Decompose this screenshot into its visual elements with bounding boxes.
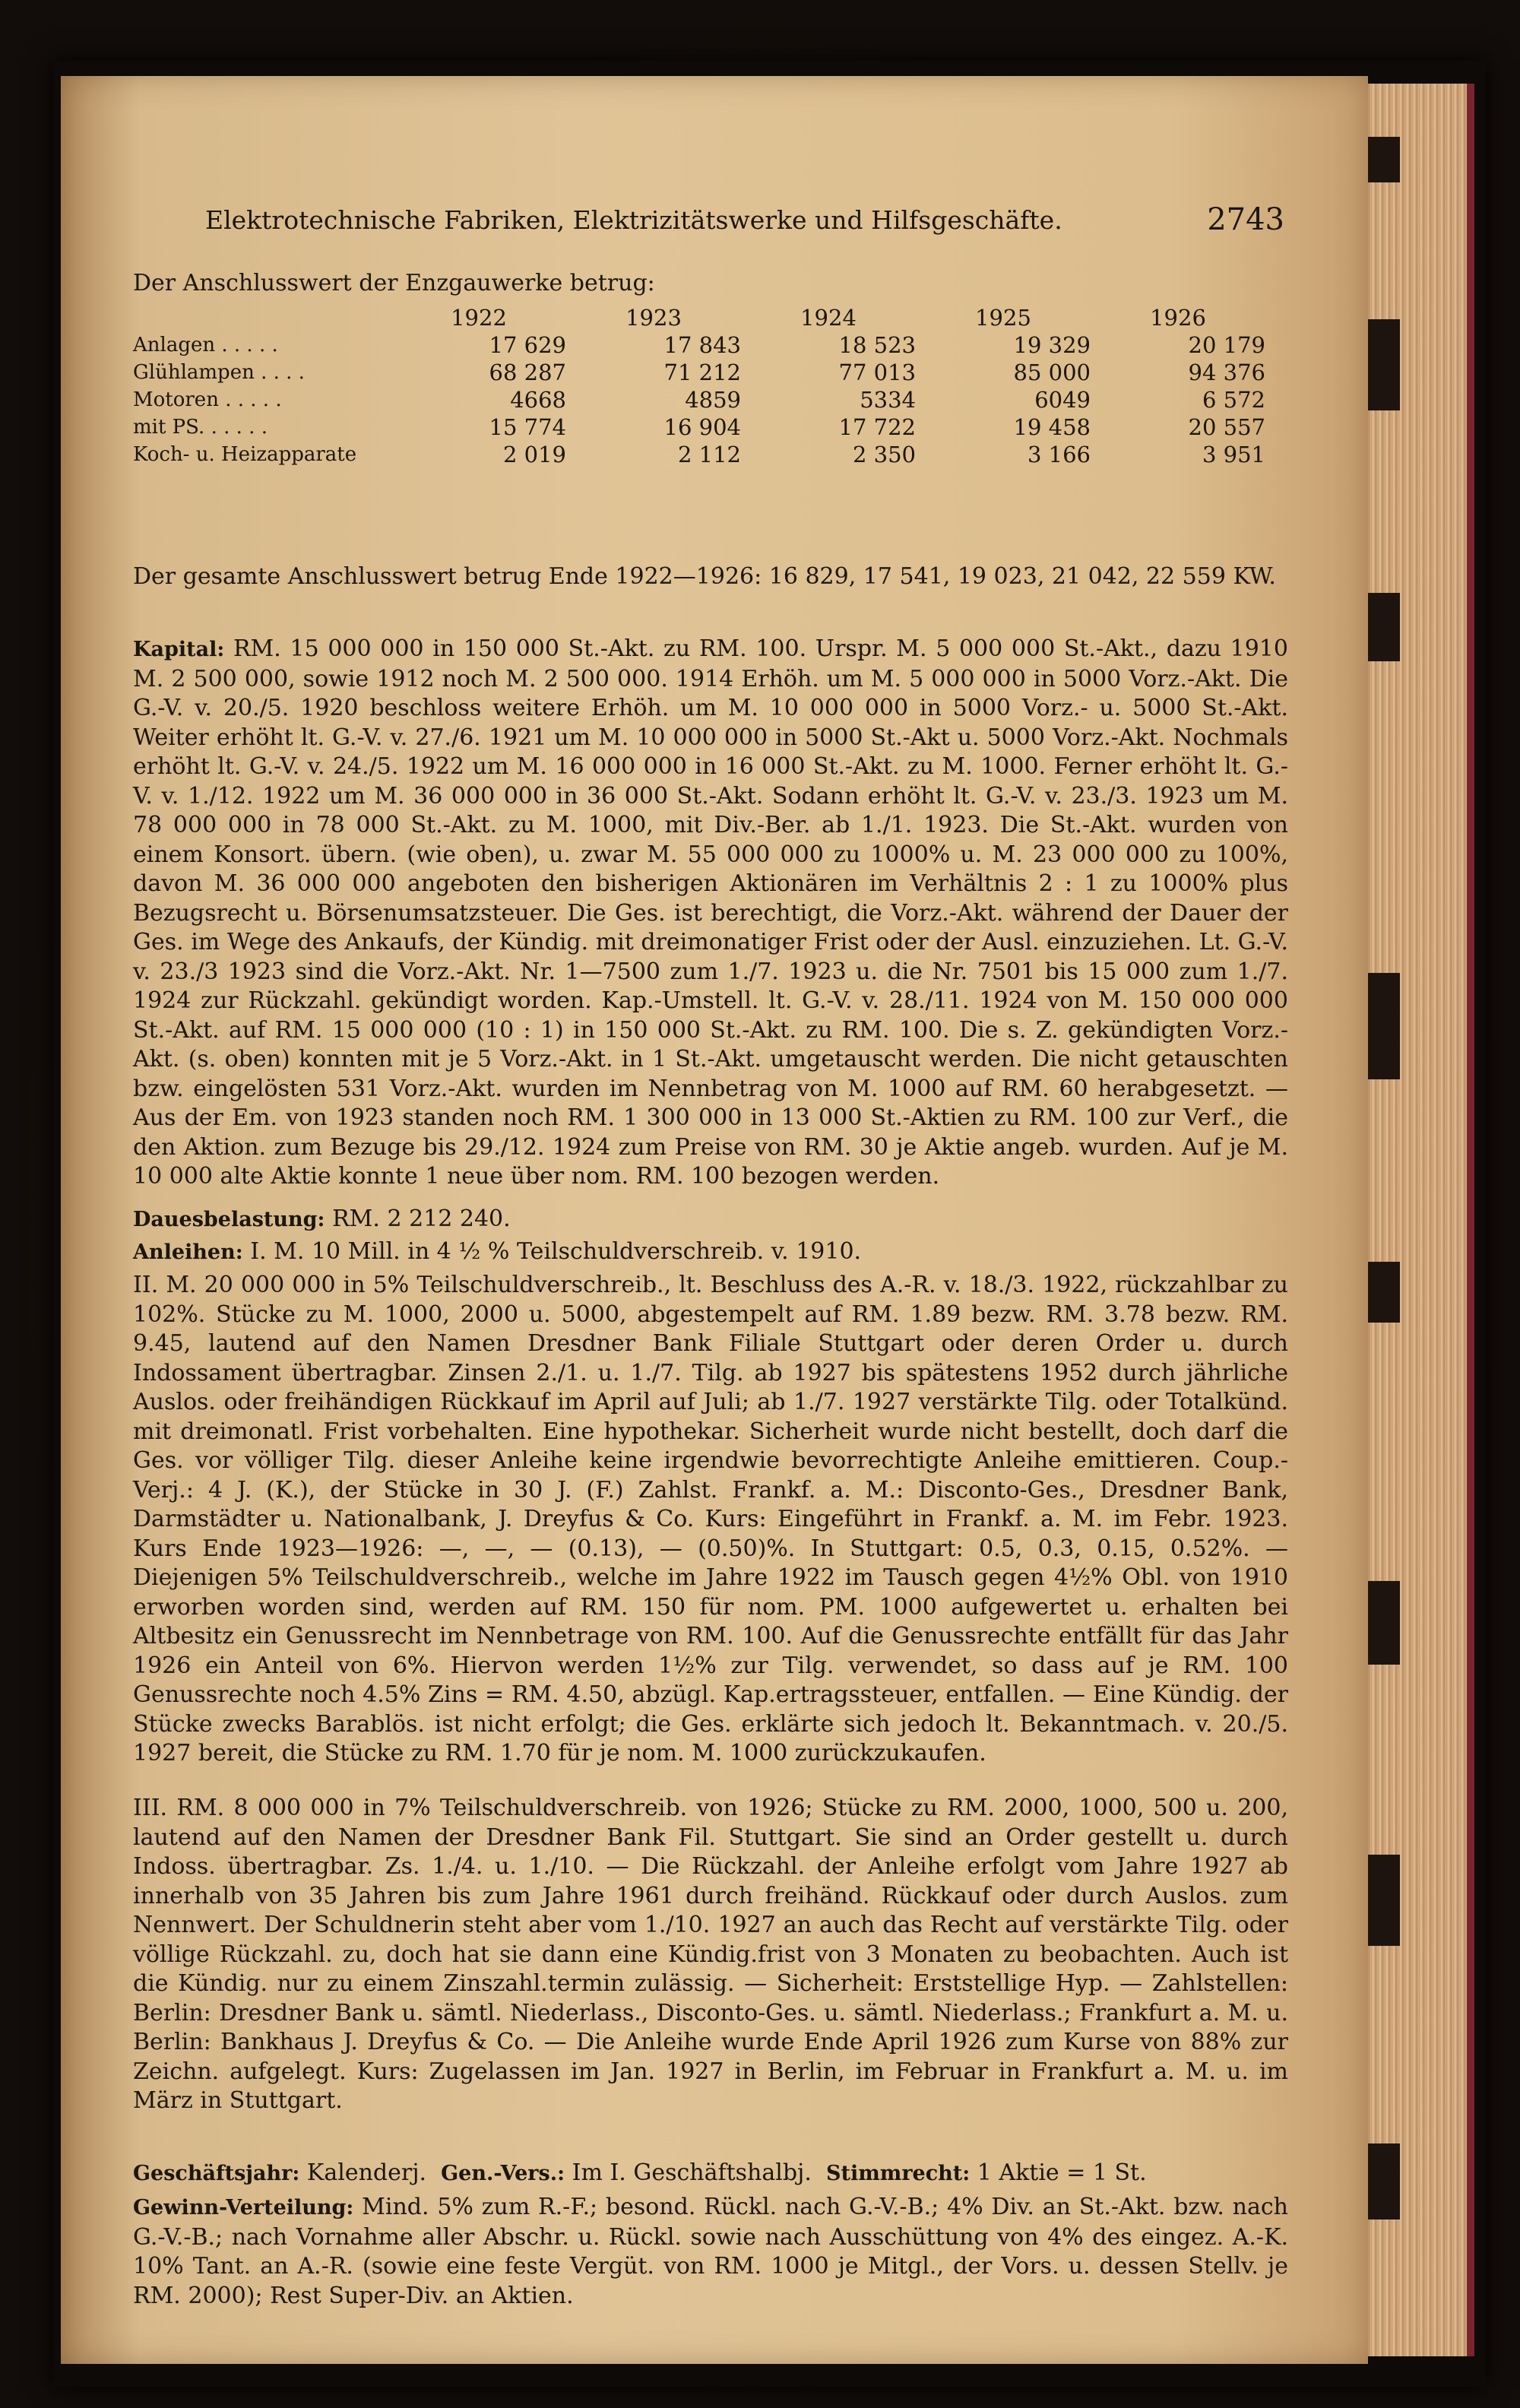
year-header: 1923	[625, 305, 682, 331]
row-label: Koch- u. Heizapparate	[133, 443, 357, 466]
stimm-text: 1 Aktie = 1 St.	[977, 2159, 1147, 2186]
table-row	[133, 441, 1265, 468]
header-title: Elektrotechnische Fabriken, Elektrizitätswerke und Hilfsgeschäfte.	[205, 205, 1062, 235]
gj-text: Kalenderj.	[306, 2159, 427, 2186]
table-cell: 4668	[510, 387, 566, 413]
year-header: 1922	[451, 305, 507, 331]
table-cell: 85 000	[1013, 360, 1091, 385]
anschluss-total: Der gesamte Anschlusswert betrug Ende 1922—1926: 16 829, 17 541, 19 023, 21 042, 22 559 KW.	[133, 563, 1276, 590]
table-cell: 6049	[1034, 387, 1091, 413]
gj-label: Geschäftsjahr:	[133, 2162, 300, 2185]
gv-label: Gen.-Vers.:	[441, 2162, 565, 2185]
table-cell: 4859	[685, 387, 741, 413]
row-label: mit PS. . . . . .	[133, 416, 268, 439]
table-cell: 94 376	[1188, 360, 1265, 385]
thumb-tab	[1368, 1262, 1400, 1323]
table-cell: 3 951	[1202, 442, 1265, 467]
table-cell: 19 458	[1013, 414, 1091, 440]
year-header: 1925	[975, 305, 1031, 331]
table-cell: 15 774	[489, 414, 566, 440]
anleihen-iii: III. RM. 8 000 000 in 7% Teilschuldverschreib. von 1926; Stücke zu RM. 2000, 1000, 500 u. 200, lautend auf den Namen der Dresdner Bank Fil. Stuttgart. Sie sind an Order gestellt u. durch Indoss. übertragbar. Zs. 1./4. u. 1./10. — Die Rückzahl. der Anleihe erfolgt vom Jahre 1927 ab innerhalb von 35 Jahren bis zum Jahre 1961 durch freihänd. Rückkauf oder durch Auslos. zum Nennwert. Der Schuldnerin steht aber vom 1./10. 1927 an auch das Recht auf verstärkte Tilg. oder völlige Rückzahl. zu, doch hat sie dann eine Kündig.frist von 3 Monaten zu beobachten. Auch ist die Kündig. nur zu einem Zinszahl.termin zulässig. — Sicherheit: Erststellige Hyp. — Zahlstellen: Berlin: Dresdner Bank u. sämtl. Niederlass., Disconto-Ges. u. sämtl. Niederlass.; Frankfurt a. M. u. Berlin: Bankhaus J. Dreyfus & Co. — Die Anleihe wurde Ende April 1926 zum Kurse von 88% zur Zeichn. aufgelegt. Kurs: Zugelassen im Jan. 1927 in Berlin, im Februar in Frankfurt a. M. u. im März in Stuttgart.	[133, 1795, 1288, 2114]
table-cell: 68 287	[489, 360, 566, 385]
thumb-tab	[1368, 1581, 1400, 1665]
gewinn-section	[133, 2193, 1288, 2311]
dauer-section	[133, 1205, 1288, 1235]
gewinn-text: Mind. 5% zum R.-F.; besond. Rückl. nach G.-V.-B.; 4% Div. an St.-Akt. bzw. nach G.-V.-B.; nach Vornahme aller Abschr. u. Rückl. sowie nach Ausschüttung von 4% des eingez. A.-K. 10% Tant. an A.-R. (sowie eine feste Vergüt. von RM. 1000 je Mitgl., der Vors. u. dessen Stellv. je RM. 2000); Rest Super-Div. an Aktien.	[133, 2194, 1288, 2309]
table-cell: 19 329	[1013, 332, 1091, 358]
gj-section	[133, 2159, 1288, 2189]
book-page	[61, 76, 1368, 2364]
table-header-row	[133, 304, 1265, 331]
table-cell: 77 013	[838, 360, 916, 385]
gewinn-label: Gewinn-Verteilung:	[133, 2196, 354, 2219]
anleihen-label: Anleihen:	[133, 1240, 243, 1264]
gv-text: Im I. Geschäftshalbj.	[572, 2159, 812, 2186]
table-cell: 20 557	[1188, 414, 1265, 440]
kapital-text: RM. 15 000 000 in 150 000 St.-Akt. zu RM. 100. Urspr. M. 5 000 000 St.-Akt., dazu 1910 M. 2 500 000, sowie 1912 noch M. 2 500 000. 1914 Erhöh. um M. 5 000 000 in 5000 Vorz.-Akt. Die G.-V. v. 20./5. 1920 beschloss weitere Erhöh. um M. 10 000 000 in 5000 Vorz.- u. 5000 St.-Akt. Weiter erhöht lt. G.-V. v. 27./6. 1921 um M. 10 000 000 in 5000 St.-Akt u. 5000 Vorz.-Akt. Nochmals erhöht lt. G.-V. v. 24./5. 1922 um M. 16 000 000 in 16 000 St.-Akt. zu M. 1000. Ferner erhöht lt. G.-V. v. 1./12. 1922 um M. 36 000 000 in 36 000 St.-Akt. Sodann erhöht lt. G.-V. v. 23./3. 1923 um M. 78 000 000 in 78 000 St.-Akt. zu M. 1000, mit Div.-Ber. ab 1./1. 1923. Die St.-Akt. wurden von einem Konsort. übern. (wie oben), u. zwar M. 55 000 000 zu 1000% u. M. 23 000 000 zu 100%, davon M. 36 000 000 angeboten den bisherigen Aktionären im Verhältnis 2 : 1 zu 1000% plus Bezugsrecht u. Börsenumsatzsteuer. Die Ges. ist berechtigt, die Vorz.-Akt. während der Dauer der Ges. im Wege des Ankaufs, der Kündig. mit dreimonatiger Frist oder der Ausl. einzuziehen. Lt. G.-V. v. 23./3 1923 sind die Vorz.-Akt. Nr. 1—7500 zum 1./7. 1923 u. die Nr. 7501 bis 15 000 zum 1./7. 1924 zur Rückzahl. gekündigt worden. Kap.-Umstell. lt. G.-V. v. 28./11. 1924 von M. 150 000 000 St.-Akt. auf RM. 15 000 000 (10 : 1) in 150 000 St.-Akt. zu RM. 100. Die s. Z. gekündigten Vorz.-Akt. (s. oben) konnten mit je 5 Vorz.-Akt. in 1 St.-Akt. umgetauscht werden. Die nicht getauschten bzw. eingelösten 531 Vorz.-Akt. wurden im Nennbetrag von M. 1000 auf RM. 60 herabgesetzt. — Aus der Em. von 1923 standen noch RM. 1 300 000 in 13 000 St.-Aktien zu RM. 100 zur Verf., die den Aktion. zum Bezuge bis 29./12. 1924 zum Preise von RM. 30 je Aktie angeb. wurden. Auf je M. 10 000 alte Aktie konnte 1 neue über nom. RM. 100 bezogen werden.	[133, 635, 1288, 1190]
thumb-tab	[1368, 137, 1400, 182]
table-row	[133, 386, 1265, 413]
kapital-label: Kapital:	[133, 638, 225, 661]
page-number: 2743	[1207, 202, 1284, 237]
table-row	[133, 331, 1265, 359]
table-cell: 2 350	[852, 442, 916, 467]
table-cell: 17 722	[838, 414, 916, 440]
table-cell: 6 572	[1202, 387, 1265, 413]
table-cell: 17 843	[663, 332, 741, 358]
thumb-tab	[1368, 973, 1400, 1079]
table-cell: 18 523	[838, 332, 916, 358]
dauer-label: Dauesbelastung:	[133, 1208, 325, 1231]
thumb-tab	[1368, 593, 1400, 661]
table-cell: 3 166	[1027, 442, 1091, 467]
table-row	[133, 413, 1265, 441]
anleihen-section	[133, 1237, 1288, 1268]
row-label: Motoren . . . . .	[133, 388, 282, 411]
kapital-section	[133, 635, 1288, 1192]
year-header: 1924	[800, 305, 857, 331]
table-row	[133, 359, 1265, 386]
thumb-tab	[1368, 319, 1400, 410]
anleihen-i: I. M. 10 Mill. in 4 ½ % Teilschuldverschreib. v. 1910.	[250, 1238, 862, 1265]
table-cell: 16 904	[663, 414, 741, 440]
anleihen-ii: II. M. 20 000 000 in 5% Teilschuldverschreib., lt. Beschluss des A.-R. v. 18./3. 1922, rückzahlbar zu 102%. Stücke zu M. 1000, 2000 u. 5000, abgestempelt auf RM. 1.89 bezw. RM. 3.78 bezw. RM. 9.45, lautend auf den Namen Dresdner Bank Filiale Stuttgart oder deren Order u. durch Indossament übertragbar. Zinsen 2./1. u. 1./7. Tilg. ab 1927 bis spätestens 1952 durch jährliche Auslos. oder freihändigen Rückkauf im April auf Juli; ab 1./7. 1927 verstärkte Tilg. oder Totalkünd. mit dreimonatl. Frist vorbehalten. Eine hypothekar. Sicherheit wurde nicht bestellt, doch darf die Ges. vor völliger Tilg. dieser Anleihe keine irgendwie bevorrechtigte Anleihe emittieren. Coup.-Verj.: 4 J. (K.), der Stücke in 30 J. (F.) Zahlst. Frankf. a. M.: Disconto-Ges., Dresdner Bank, Darmstädter u. Nationalbank, J. Dreyfus & Co. Kurs: Eingeführt in Frankf. a. M. im Febr. 1923. Kurs Ende 1923—1926: —, —, — (0.13), — (0.50)%. In Stuttgart: 0.5, 0.3, 0.15, 0.52%. — Diejenigen 5% Teilschuldverschreib., welche im Jahre 1922 im Tausch gegen 4½% Obl. von 1910 erworben worden sind, werden auf RM. 150 für nom. PM. 1000 aufgewertet u. erhalten bei Altbesitz ein Genussrecht im Nennbetrage von RM. 100. Auf die Genussrechte entfällt für das Jahr 1926 ein Anteil von 6%. Hiervon werden 1½% zur Tilg. verwendet, so dass auf je RM. 100 Genussrechte noch 4.5% Zins = RM. 4.50, abzügl. Kap.ertragssteuer, entfallen. — Eine Kündig. der Stücke zwecks Barablös. ist nicht erfolgt; die Ges. erklärte sich jedoch lt. Bekanntmach. v. 20./5. 1927 bereit, die Stücke zu RM. 1.70 für je nom. M. 1000 zurückzukaufen.	[133, 1272, 1288, 1766]
table-cell: 71 212	[663, 360, 741, 385]
table-cell: 20 179	[1188, 332, 1265, 358]
anschluss-table	[133, 304, 1265, 468]
thumb-tab	[1368, 1855, 1400, 1946]
table-cell: 2 019	[502, 442, 566, 467]
table-cell: 2 112	[677, 442, 741, 467]
table-cell: 17 629	[489, 332, 566, 358]
table-corner	[133, 304, 391, 331]
year-header: 1926	[1150, 305, 1206, 331]
dauer-text: RM. 2 212 240.	[332, 1206, 511, 1232]
anschluss-intro: Der Anschlusswert der Enzgauwerke betrug:	[133, 270, 655, 296]
row-label: Glühlampen . . . .	[133, 361, 305, 384]
thumb-tab	[1368, 2143, 1400, 2219]
table-cell: 5334	[860, 387, 916, 413]
row-label: Anlagen . . . . .	[133, 334, 278, 356]
stimm-label: Stimmrecht:	[825, 2162, 971, 2185]
